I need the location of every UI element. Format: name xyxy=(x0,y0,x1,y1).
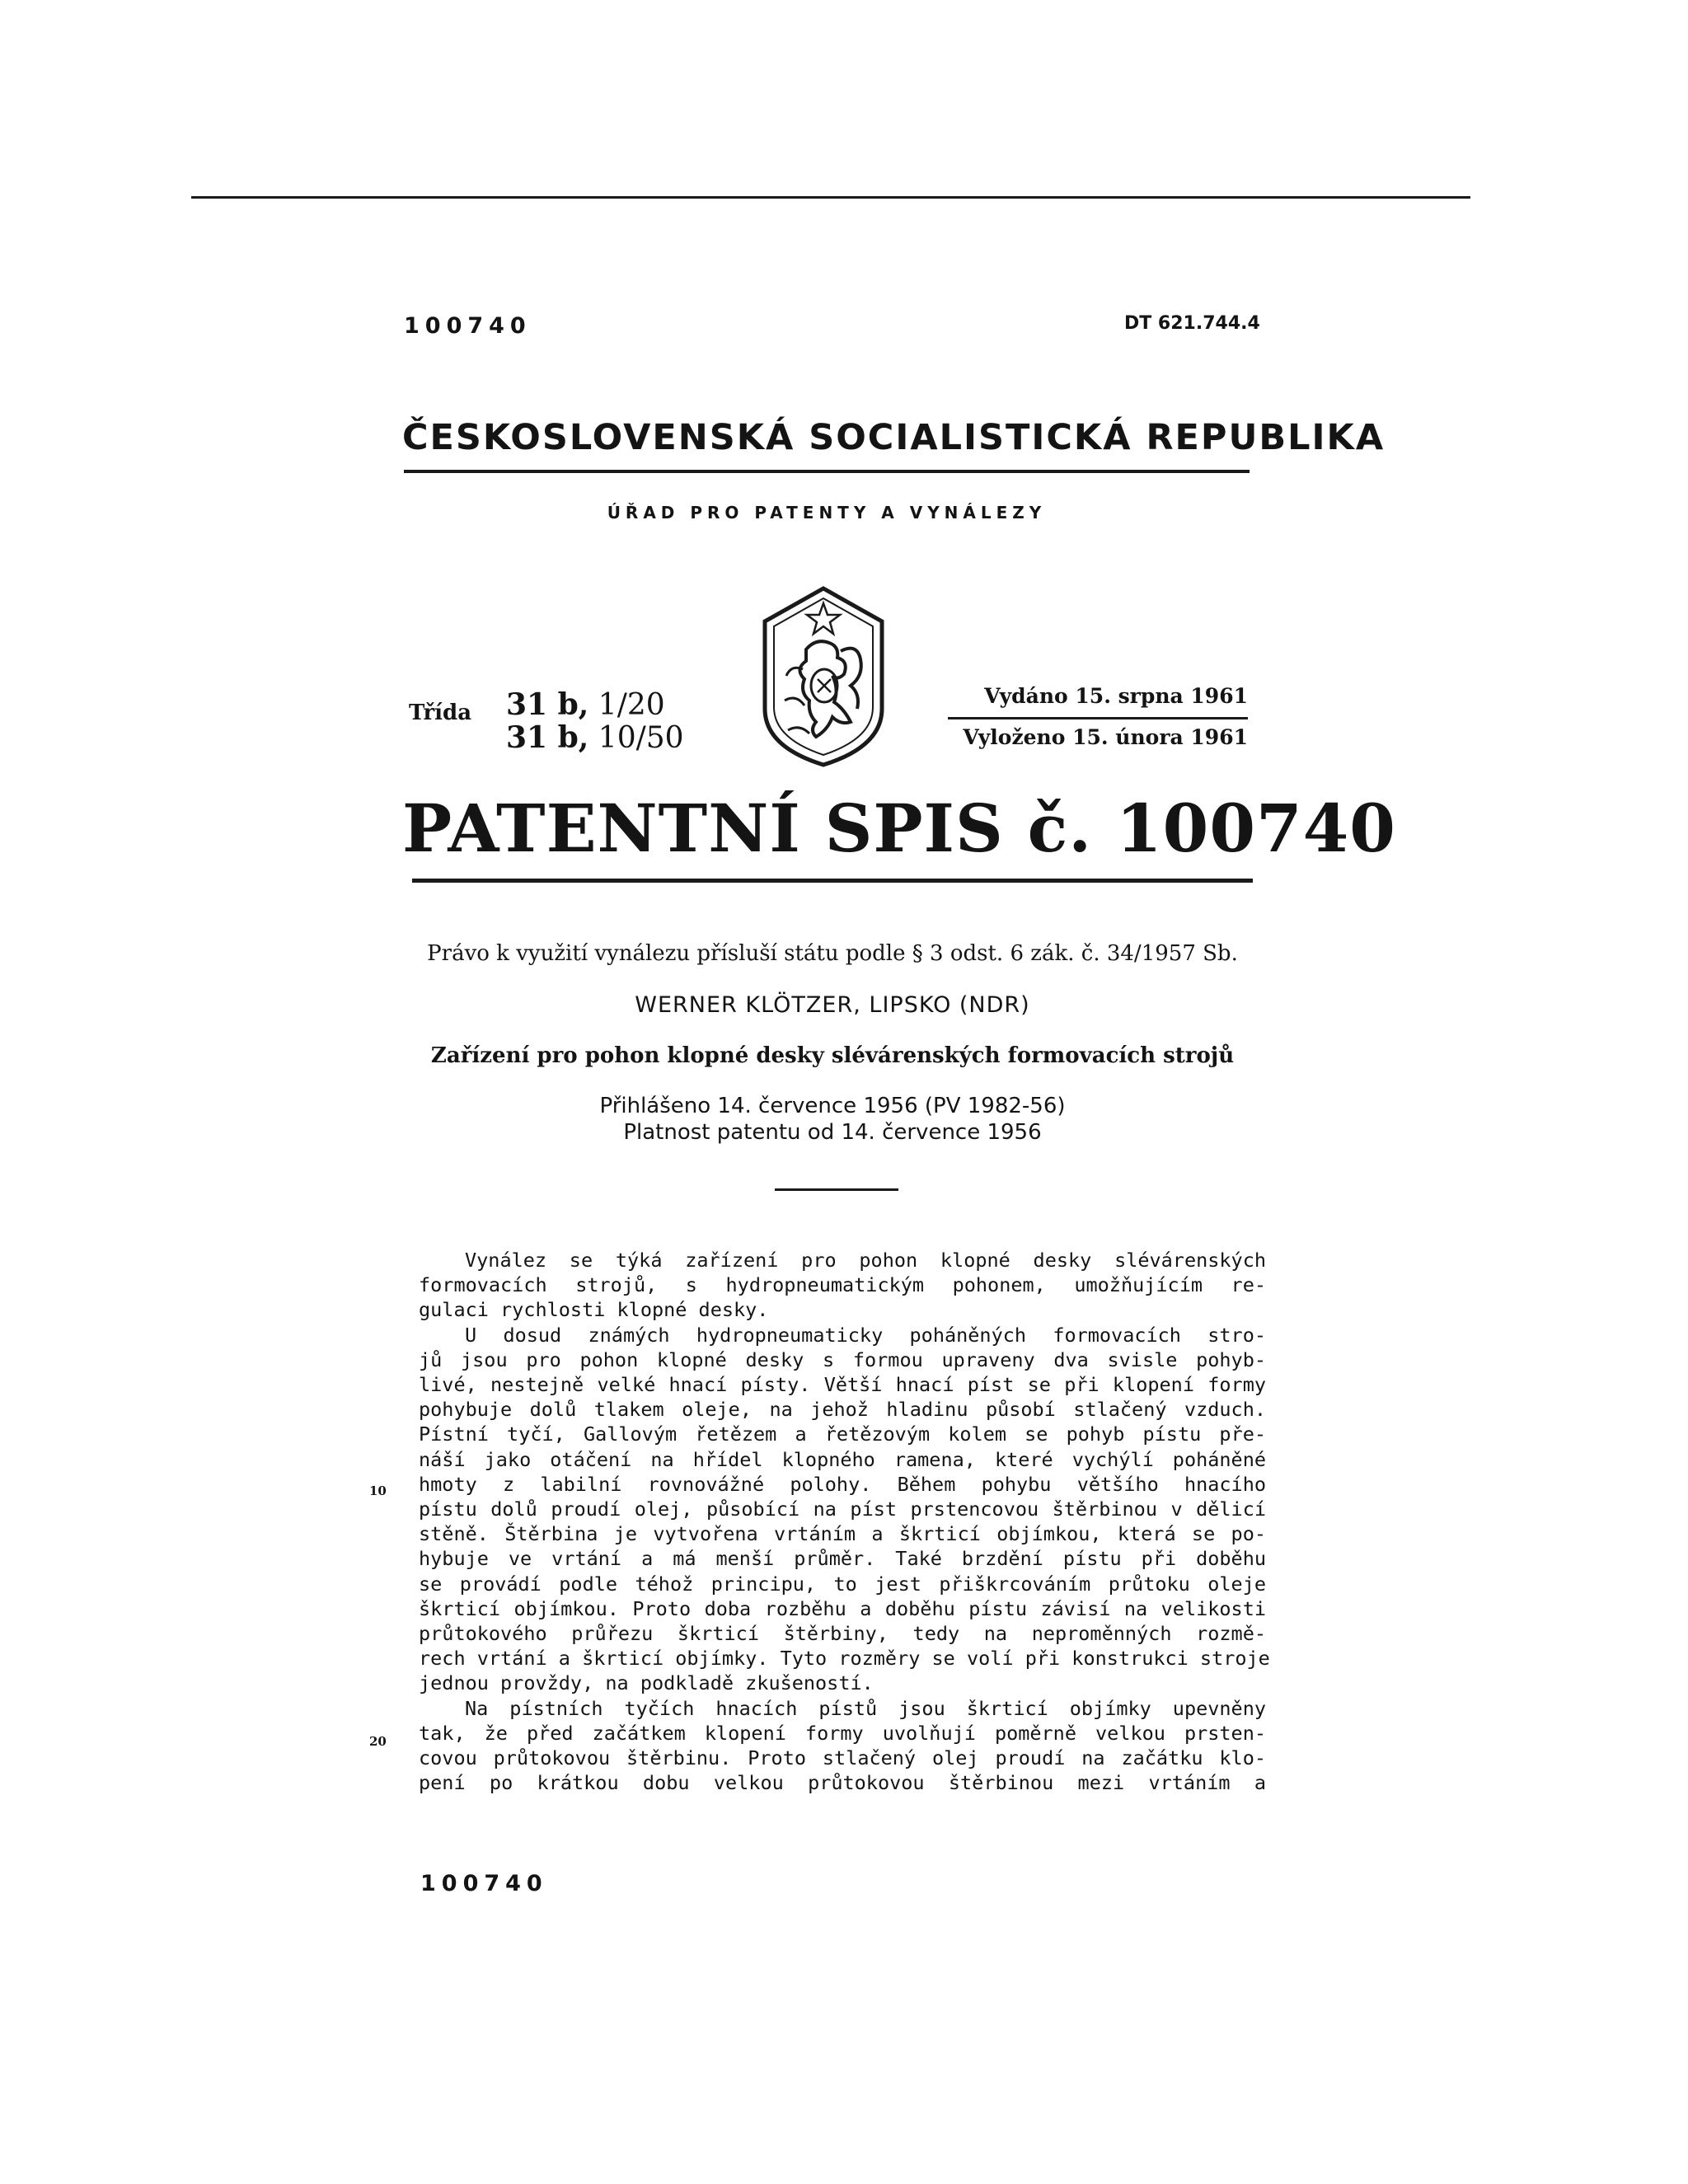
body-line: tak, že před začátkem klopení formy uvolňují poměrně velkou prsten- xyxy=(419,1721,1266,1745)
doc-number-top: 100740 xyxy=(404,313,532,339)
republic-heading: ČESKOSLOVENSKÁ SOCIALISTICKÁ REPUBLIKA xyxy=(402,417,1386,458)
body-line: pení po krátkou dobu velkou průtokovou štěrbinou mezi vrtáním a xyxy=(419,1771,1266,1795)
rights-note: Právo k využití vynálezu přísluší státu podle § 3 odst. 6 zák. č. 34/1957 Sb. xyxy=(427,941,1238,966)
margin-line-number: 20 xyxy=(369,1734,387,1749)
body-line: průtokového průřezu škrticí štěrbiny, tedy na neproměnných rozmě- xyxy=(419,1622,1266,1646)
filing-info xyxy=(412,1093,1253,1146)
body-line: rech vrtání a škrticí objímky. Tyto rozměry se volí při konstrukci stroje xyxy=(419,1647,1270,1671)
body-line: pístu dolů proudí olej, působící na píst prstencovou štěrbinou v dělicí xyxy=(419,1497,1266,1521)
body-line: jednou provždy, na podkladě zkušeností. xyxy=(419,1671,874,1695)
body-text xyxy=(419,1248,1270,1795)
body-line: náší jako otáčení na hřídel klopného ramena, které vychýlí poháněné xyxy=(419,1447,1266,1471)
body-line: formovacích strojů, s hydropneumatickým pohonem, umožňujícím re- xyxy=(419,1273,1266,1297)
body-line: covou průtokovou štěrbinu. Proto stlačený olej proudí na začátku klo- xyxy=(419,1746,1266,1770)
body-line: pohybuje dolů tlakem oleje, na jehož hladinu působí stlačený vzduch. xyxy=(419,1398,1266,1422)
margin-line-number: 10 xyxy=(369,1483,387,1498)
doc-number-bottom: 100740 xyxy=(420,1871,548,1896)
patent-title: PATENTNÍ SPIS č. 100740 xyxy=(402,790,1396,867)
inventor: WERNER KLÖTZER, LIPSKO (NDR) xyxy=(635,992,1030,1018)
class-sub: 10/50 xyxy=(598,721,684,755)
class-line-1 xyxy=(506,687,665,722)
body-line: Na pístních tyčích hnacích pístů jsou škrticí objímky upevněny xyxy=(465,1696,1266,1720)
body-line: gulaci rychlosti klopné desky. xyxy=(419,1298,769,1322)
dt-code: DT 621.744.4 xyxy=(1124,313,1260,334)
class-main: 31 b, xyxy=(506,720,589,755)
class-main: 31 b, xyxy=(506,687,589,722)
issued-rule xyxy=(948,717,1248,719)
republic-rule xyxy=(404,470,1250,473)
body-line: hmoty z labilní rovnovážné polohy. Během pohybu většího hnacího xyxy=(419,1472,1266,1496)
invention-subject: Zařízení pro pohon klopné desky slévárenských formovacích strojů xyxy=(430,1043,1235,1068)
valid-from: Platnost patentu od 14. července 1956 xyxy=(623,1120,1042,1145)
filed-date: Přihlášeno 14. července 1956 (PV 1982-56) xyxy=(599,1094,1066,1118)
body-line: se provádí podle téhož principu, to jest přiškrcováním průtoku oleje xyxy=(419,1572,1266,1596)
class-sub: 1/20 xyxy=(598,688,665,722)
body-line: U dosud známých hydropneumaticky poháněných formovacích stro- xyxy=(465,1323,1266,1347)
class-line-2 xyxy=(506,720,684,755)
title-rule xyxy=(412,879,1253,883)
body-line: livé, nestejně velké hnací písty. Větší hnací píst se při klopení formy xyxy=(419,1373,1266,1397)
office-heading: ÚŘAD PRO PATENTY A VYNÁLEZY xyxy=(607,503,1047,523)
laid-open-date: Vyloženo 15. února 1961 xyxy=(963,725,1248,749)
body-line: jů jsou pro pohon klopné desky s formou upraveny dva svisle pohyb- xyxy=(419,1347,1266,1371)
body-line: stěně. Štěrbina je vytvořena vrtáním a škrticí objímkou, která se po- xyxy=(419,1522,1266,1546)
body-line: Pístní tyčí, Gallovým řetězem a řetězovým kolem se pohyb pístu pře- xyxy=(419,1422,1266,1446)
body-line: hybuje ve vrtání a má menší průměr. Také brzdění pístu při doběhu xyxy=(419,1547,1266,1571)
top-rule xyxy=(191,196,1470,199)
state-emblem-icon xyxy=(758,585,889,768)
class-label: Třída xyxy=(409,701,472,725)
issued-date: Vydáno 15. srpna 1961 xyxy=(984,684,1248,708)
body-line: škrticí objímkou. Proto doba rozběhu a doběhu pístu závisí na velikosti xyxy=(419,1596,1266,1620)
section-divider xyxy=(775,1188,898,1191)
body-line: Vynález se týká zařízení pro pohon klopné desky slévárenských xyxy=(465,1249,1266,1272)
